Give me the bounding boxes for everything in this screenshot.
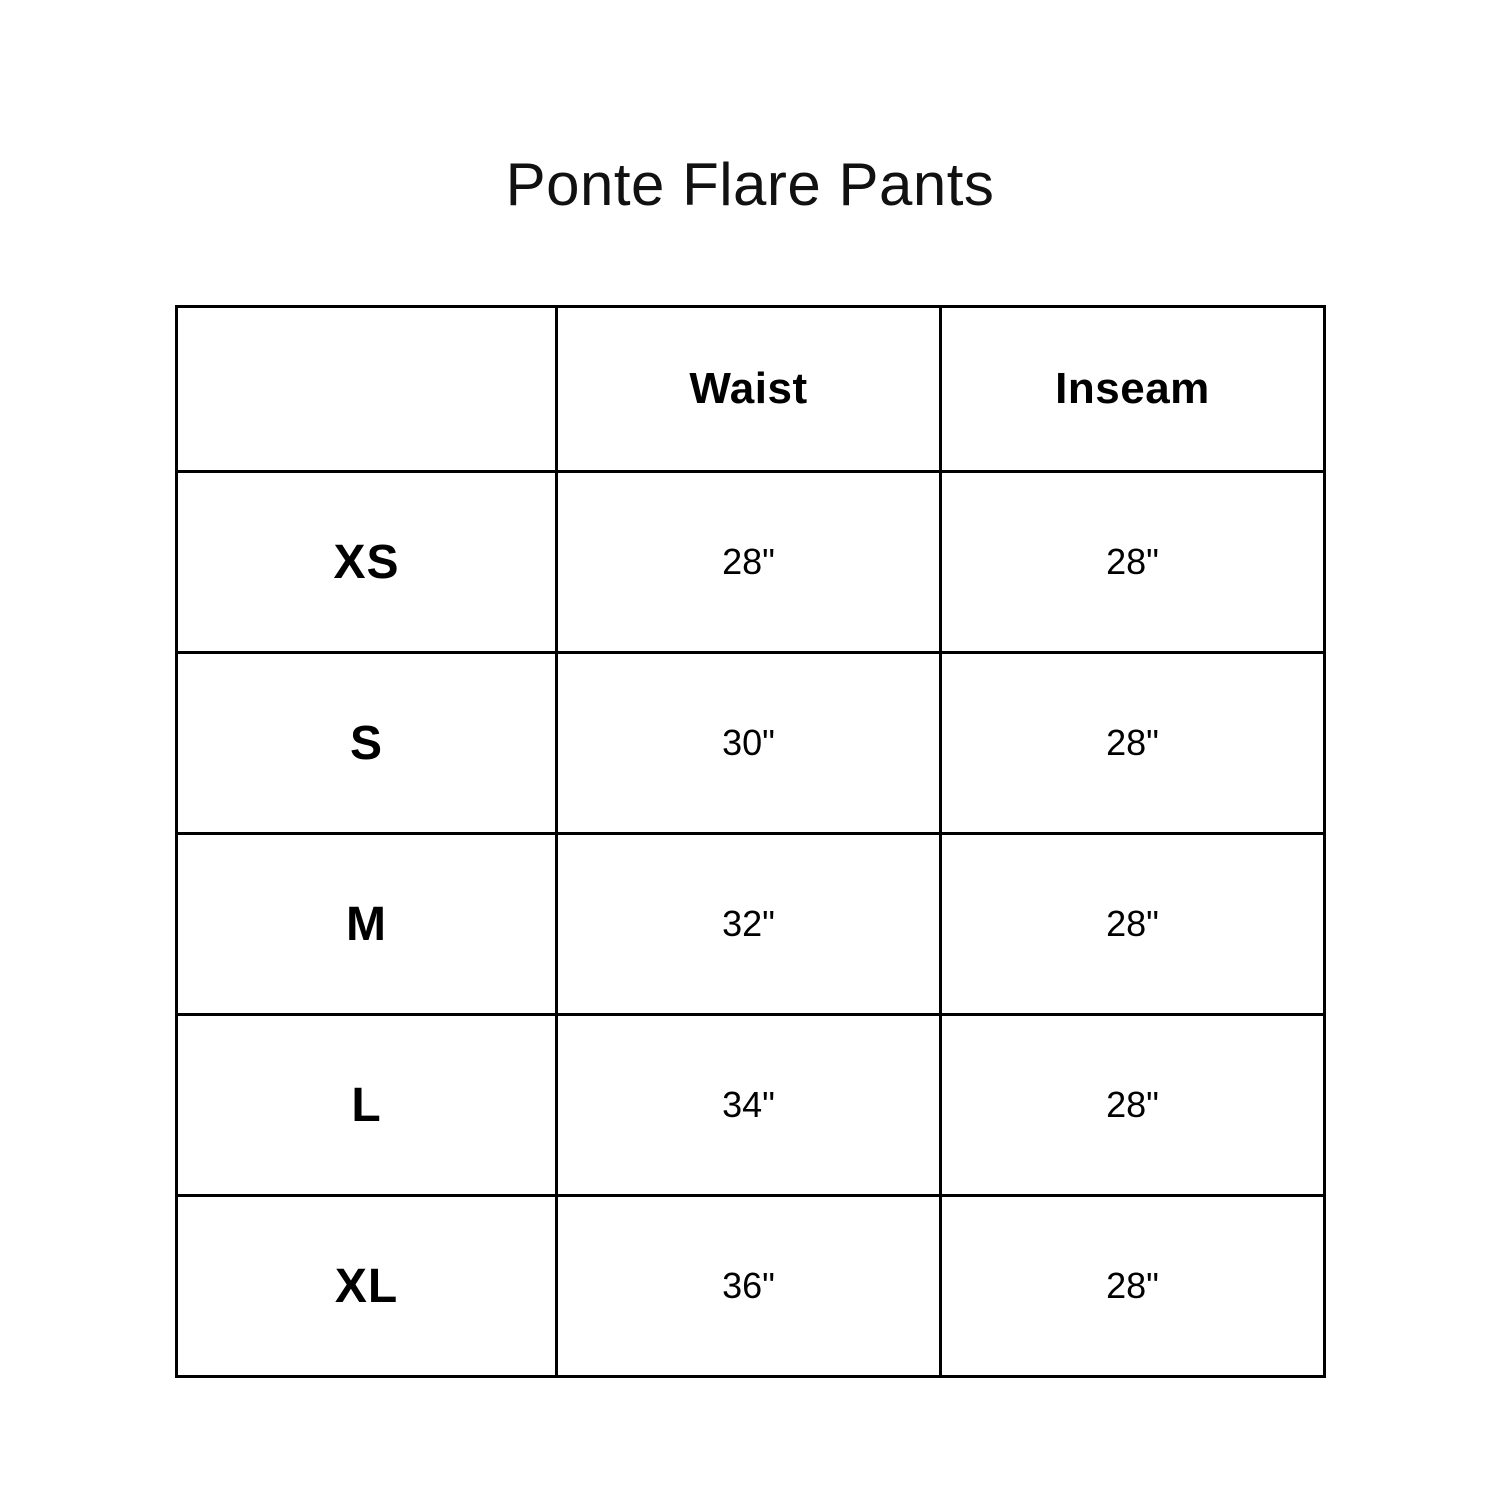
table-header-row xyxy=(177,307,1325,472)
table-row xyxy=(177,1196,1325,1377)
row-size-label: XL xyxy=(177,1196,557,1377)
table-row xyxy=(177,653,1325,834)
table-header-blank xyxy=(177,307,557,472)
table-header-inseam: Inseam xyxy=(941,307,1325,472)
row-inseam-value: 28" xyxy=(941,1015,1325,1196)
row-waist-value: 34" xyxy=(557,1015,941,1196)
row-waist-value: 30" xyxy=(557,653,941,834)
page-title: Ponte Flare Pants xyxy=(505,151,995,218)
row-waist-value: 32" xyxy=(557,834,941,1015)
row-size-label: S xyxy=(177,653,557,834)
row-inseam-value: 28" xyxy=(941,834,1325,1015)
table-row xyxy=(177,834,1325,1015)
row-waist-value: 28" xyxy=(557,472,941,653)
row-size-label: L xyxy=(177,1015,557,1196)
row-size-label: M xyxy=(177,834,557,1015)
row-inseam-value: 28" xyxy=(941,472,1325,653)
row-inseam-value: 28" xyxy=(941,1196,1325,1377)
table-header-waist: Waist xyxy=(557,307,941,472)
row-waist-value: 36" xyxy=(557,1196,941,1377)
row-size-label: XS xyxy=(177,472,557,653)
row-inseam-value: 28" xyxy=(941,653,1325,834)
table-row xyxy=(177,472,1325,653)
size-chart-table xyxy=(175,305,1326,1378)
table-row xyxy=(177,1015,1325,1196)
